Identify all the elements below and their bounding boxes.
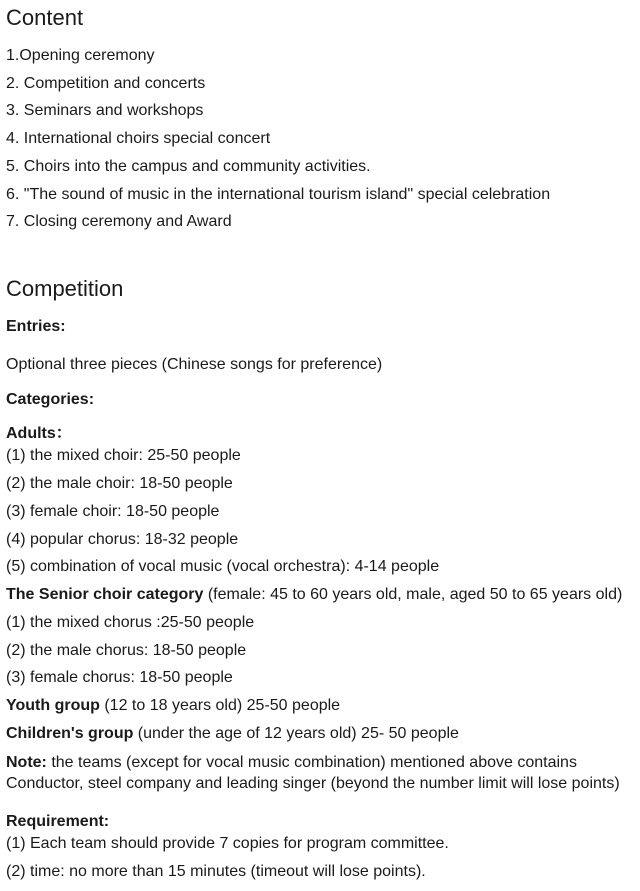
content-heading: Content [6, 5, 84, 30]
children-desc: (under the age of 12 years old) 25- 50 people [133, 725, 459, 742]
requirement-label: Requirement: [6, 813, 110, 830]
content-item: 3. Seminars and workshops [6, 102, 204, 119]
adults-label: Adults： [6, 425, 72, 442]
adults-item: (2) the male choir: 18-50 people [6, 475, 233, 492]
competition-heading: Competition [6, 276, 124, 301]
content-item: 4. International choirs special concert [6, 130, 271, 147]
adults-item: (4) popular chorus: 18-32 people [6, 531, 239, 548]
youth-group-line [6, 696, 340, 716]
content-item: 1.Opening ceremony [6, 47, 155, 64]
adults-item: (1) the mixed choir: 25-50 people [6, 447, 241, 464]
adults-item: (3) female choir: 18-50 people [6, 503, 220, 520]
categories-label: Categories: [6, 391, 95, 408]
content-item: 6. "The sound of music in the international tourism island" special celebration [6, 186, 551, 203]
senior-item: (3) female chorus: 18-50 people [6, 669, 233, 686]
senior-desc: (female: 45 to 60 years old, male, aged 50 to 65 years old) [203, 586, 623, 603]
youth-label: Youth group [6, 697, 100, 714]
content-item: 7. Closing ceremony and Award [6, 213, 232, 230]
content-item: 2. Competition and concerts [6, 75, 206, 92]
requirement-item: (2) time: no more than 15 minutes (timeout will lose points). [6, 863, 426, 880]
entries-text: Optional three pieces (Chinese songs for preference) [6, 356, 383, 373]
children-group-line [6, 724, 459, 744]
senior-item: (1) the mixed chorus :25-50 people [6, 614, 255, 631]
adults-item: (5) combination of vocal music (vocal orchestra): 4-14 people [6, 558, 440, 575]
children-label: Children's group [6, 725, 134, 742]
content-item: 5. Choirs into the campus and community activities. [6, 158, 371, 175]
senior-item: (2) the male chorus: 18-50 people [6, 642, 247, 659]
youth-desc: (12 to 18 years old) 25-50 people [99, 697, 341, 714]
note-text: the teams (except for vocal music combination) mentioned above contains Conductor, steel company and leading singer (beyond the number limit will lose points) [6, 754, 620, 792]
senior-category-line [6, 585, 622, 605]
note-paragraph [6, 752, 638, 794]
senior-label: The Senior choir category [6, 586, 204, 603]
entries-label: Entries: [6, 318, 66, 335]
note-label: Note: [6, 754, 47, 771]
requirement-item: (1) Each team should provide 7 copies for program committee. [6, 835, 449, 852]
